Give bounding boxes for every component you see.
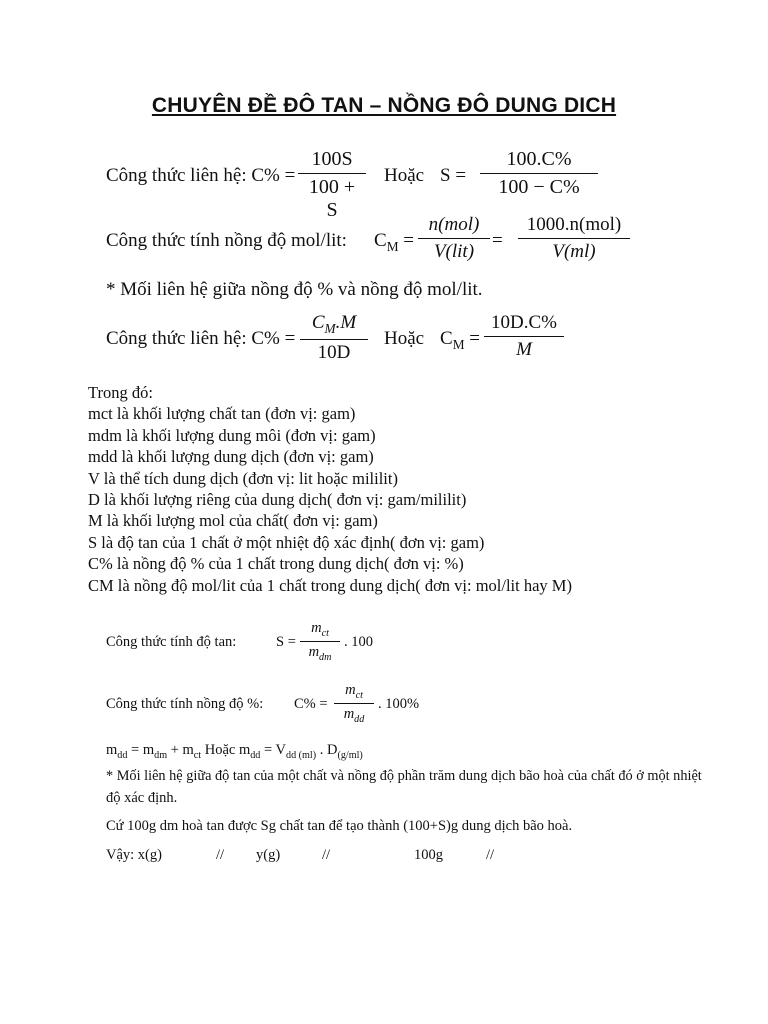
formula-1-fraction-b — [480, 148, 598, 199]
formula-5-label: Công thức tính nồng độ %: — [106, 696, 264, 712]
definition-line: M là khối lượng mol của chất( đơn vị: gam) — [88, 511, 378, 531]
formula-1-label: Công thức liên hệ: C% = — [106, 165, 296, 186]
note-saturation-line-2: độ xác định. — [106, 790, 178, 806]
formula-2-fraction-a — [418, 214, 490, 263]
formula-5-c-eq: C% = — [294, 696, 328, 712]
definition-line: D là khối lượng riêng của dung dịch( đơn vị: gam/mililit) — [88, 490, 467, 510]
formula-4-s-eq: S = — [276, 634, 296, 650]
formula-3-num-a: $C_M.M$ — [311, 312, 357, 336]
formula-1-s-eq: S = — [440, 165, 467, 186]
vay-100g: 100g — [414, 847, 443, 863]
vay-sep-2: // — [322, 847, 331, 863]
formula-2-cm: $C_M$ = — [374, 230, 414, 254]
vay-sep-1: // — [216, 847, 225, 863]
formula-1-num-a: 100S — [311, 148, 353, 170]
formula-3-den-b: M — [484, 336, 564, 361]
rule-line: Cứ 100g dm hoà tan được Sg chất tan để tạo thành (100+S)g dung dịch bão hoà. — [106, 818, 573, 834]
formula-5-den: $m_{dd}$ — [334, 703, 374, 725]
definition-line: mdd là khối lượng dung dịch (đơn vị: gam) — [88, 447, 374, 467]
definition-line: Trong đó: — [88, 383, 153, 402]
formula-4-den: $m_{dm}$ — [300, 641, 340, 663]
definition-line: S là độ tan của 1 chất ở một nhiệt độ xác định( đơn vị: gam) — [88, 532, 485, 552]
formula-mass-relation: $m_{dd} = m_{dm} + m_{ct}$ Hoặc $m_{dd} = V_{dd (ml)}$ . $D_{(g/ml)}$ — [106, 742, 363, 761]
formula-2-num-a: n(mol) — [428, 214, 480, 235]
formula-4-fraction — [300, 620, 340, 663]
formula-5-fraction — [334, 682, 374, 725]
formula-2-eq: = — [492, 230, 503, 251]
note-saturation-line-1: * Mối liên hệ giữa độ tan của một chất và nồng độ phần trăm dung dịch bão hoà của chất đó ở một nhiệt — [106, 768, 702, 784]
formula-2-label: Công thức tính nồng độ mol/lit: — [106, 230, 347, 251]
formula-1-or: Hoặc — [384, 165, 425, 186]
formula-3-or: Hoặc — [384, 328, 425, 349]
vay-sep-3: // — [486, 847, 495, 863]
formula-3-fraction-a — [300, 312, 368, 364]
formula-5-num: $m_{ct}$ — [345, 682, 363, 701]
definition-line: V là thể tích dung dịch (đơn vị: lit hoặc mililit) — [88, 468, 398, 488]
formula-1-num-b: 100.C% — [506, 148, 572, 170]
definition-line: mct là khối lượng chất tan (đơn vị: gam) — [88, 404, 356, 424]
definition-line: CM là nồng độ mol/lit của 1 chất trong dung dịch( đơn vị: mol/lit hay M) — [88, 575, 572, 595]
formula-3-num-b: 10D.C% — [491, 312, 557, 333]
definition-line: C% là nồng độ % của 1 chất trong dung dịch( đơn vị: %) — [88, 554, 464, 574]
page-title: CHUYÊN ĐỀ ĐÔ TAN – NỒNG ĐÔ DUNG DICH — [151, 94, 617, 117]
definitions-list — [88, 382, 572, 596]
definition-line: mdm là khối lượng dung môi (đơn vị: gam) — [88, 425, 376, 445]
formula-2-num-b: 1000.n(mol) — [526, 214, 622, 235]
formula-4-num: $m_{ct}$ — [311, 620, 329, 639]
formula-4-label: Công thức tính độ tan: — [106, 634, 237, 650]
formula-5-tail: . 100% — [378, 696, 420, 712]
formula-3-den-a: 10D — [300, 339, 368, 364]
formula-3-fraction-b — [484, 312, 564, 361]
note-relation: * Mối liên hệ giữa nồng độ % và nồng độ mol/lit. — [106, 279, 483, 300]
formula-2-fraction-b — [518, 214, 630, 263]
formula-3-label: Công thức liên hệ: C% = — [106, 328, 296, 349]
formula-3-cm: $C_M$ = — [440, 328, 480, 352]
formula-4-tail: . 100 — [344, 634, 373, 650]
vay-label: Vậy: x(g) — [106, 847, 162, 863]
formula-1-den-b: 100 − C% — [480, 173, 598, 199]
formula-1-fraction-a — [298, 148, 366, 222]
formula-2-den-b: V(ml) — [518, 238, 630, 263]
formula-2-den-a: V(lit) — [418, 238, 490, 263]
formula-1-den-a: 100 + S — [298, 173, 366, 222]
vay-y: y(g) — [256, 847, 281, 863]
